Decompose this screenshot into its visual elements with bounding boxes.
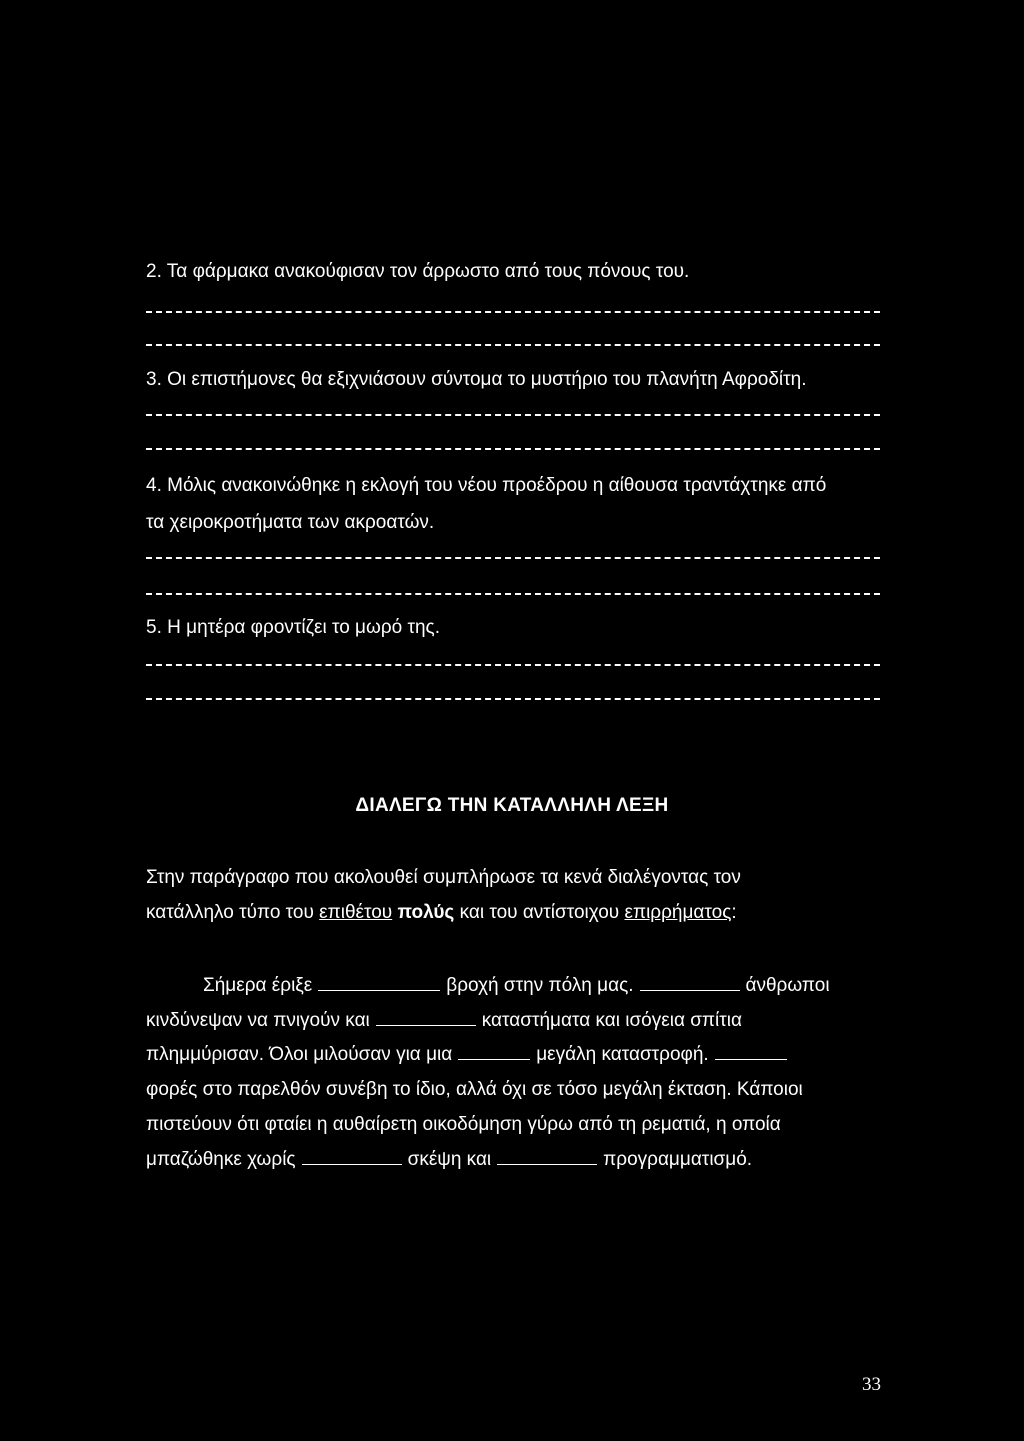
paragraph-text: βροχή στην πόλη μας. (446, 975, 634, 996)
paragraph-text: προγραμματισμό. (603, 1149, 753, 1170)
instruction-line-2 (146, 902, 737, 924)
exercise-item-4-line-1: 4. Μόλις ανακοινώθηκε η εκλογή του νέου προέδρου η αίθουσα τραντάχτηκε από (146, 475, 827, 496)
paragraph-text: μεγάλη καταστροφή. (536, 1044, 709, 1065)
fill-blank[interactable] (497, 1163, 597, 1165)
paragraph-line-3 (146, 1044, 793, 1066)
page-number: 33 (862, 1374, 881, 1395)
answer-line[interactable] (146, 311, 880, 313)
fill-blank[interactable] (318, 989, 440, 991)
adjective-term: επιθέτου (319, 902, 393, 923)
fill-blank[interactable] (302, 1163, 402, 1165)
paragraph-text: Σήμερα έριξε (203, 975, 313, 996)
exercise-item-4-line-2: τα χειροκροτήματα των ακροατών. (146, 512, 435, 533)
paragraph-line-2 (146, 1010, 742, 1032)
answer-line[interactable] (146, 448, 880, 450)
paragraph-text: μπαζώθηκε χωρίς (146, 1149, 296, 1170)
paragraph-text: καταστήματα και ισόγεια σπίτια (481, 1010, 742, 1031)
section-heading: ΔΙΑΛΕΓΩ ΤΗΝ ΚΑΤΑΛΛΗΛΗ ΛΕΞΗ (355, 795, 669, 816)
paragraph-text: σκέψη και (407, 1149, 492, 1170)
paragraph-text: πλημμύρισαν. Όλοι μιλούσαν για μια (146, 1044, 453, 1065)
answer-line[interactable] (146, 593, 880, 595)
paragraph-text: άνθρωποι (745, 975, 830, 996)
paragraph-text: κινδύνεψαν να πνιγούν και (146, 1010, 370, 1031)
paragraph-line-6 (146, 1149, 752, 1171)
exercise-item-2: 2. Τα φάρμακα ανακούφισαν τον άρρωστο από τους πόνους του. (146, 261, 690, 282)
answer-line[interactable] (146, 344, 880, 346)
fill-blank[interactable] (458, 1058, 530, 1060)
fill-blank[interactable] (640, 989, 740, 991)
keyword-polys: πολύς (397, 902, 455, 923)
answer-line[interactable] (146, 664, 880, 666)
exercise-item-5: 5. Η μητέρα φροντίζει το μωρό της. (146, 617, 440, 638)
fill-blank[interactable] (376, 1024, 476, 1026)
instruction-text: και του αντίστοιχου (454, 902, 625, 923)
answer-line[interactable] (146, 557, 880, 559)
paragraph-line-1 (203, 975, 830, 997)
answer-line[interactable] (146, 414, 880, 416)
fill-blank[interactable] (715, 1058, 787, 1060)
answer-line[interactable] (146, 698, 880, 700)
instruction-text: : (731, 902, 737, 923)
exercise-item-3: 3. Οι επιστήμονες θα εξιχνιάσουν σύντομα το μυστήριο του πλανήτη Αφροδίτη. (146, 369, 807, 390)
paragraph-line-4: φορές στο παρελθόν συνέβη το ίδιο, αλλά όχι σε τόσο μεγάλη έκταση. Κάποιοι (146, 1079, 803, 1100)
instruction-line-1: Στην παράγραφο που ακολουθεί συμπλήρωσε τα κενά διαλέγοντας τον (146, 867, 741, 888)
adverb-term: επιρρήματος (624, 902, 732, 923)
paragraph-line-5: πιστεύουν ότι φταίει η αυθαίρετη οικοδόμηση γύρω από τη ρεματιά, η οποία (146, 1114, 781, 1135)
instruction-text: κατάλληλο τύπο του (146, 902, 320, 923)
